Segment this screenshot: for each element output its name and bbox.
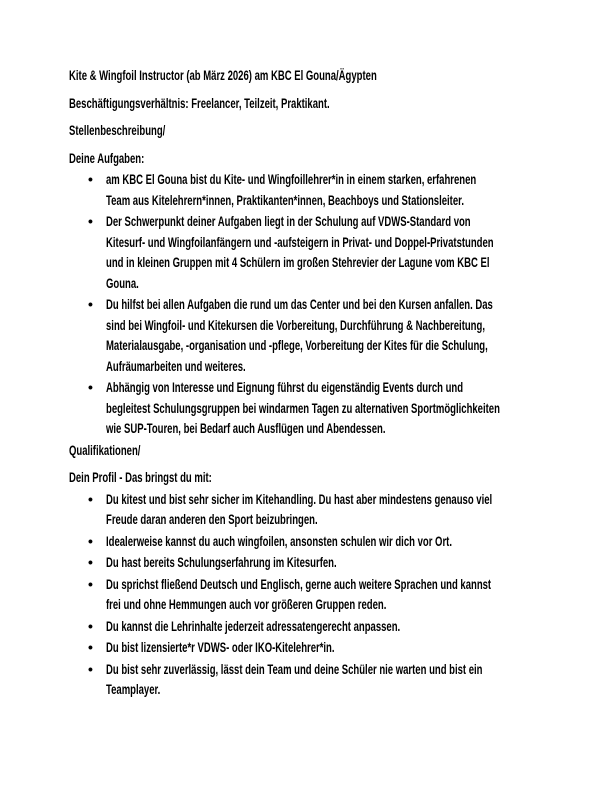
profile-bullet-1-line: Freude daran anderen den Sport beizubringen. [106,511,318,527]
bullet-marker-icon: • [88,490,93,507]
profile-bullet-4-line: frei und ohne Hemmungen auch vor größeren Gruppen reden. [106,596,387,612]
bullet-marker-icon: • [88,379,93,395]
task-bullet-3-line: Du hilfst bei allen Aufgaben die rund um das Center und bei den Kursen anfallen. Das [106,296,493,312]
profile-heading-line: Dein Profil - Das bringst du mit: [69,469,212,485]
profile-bullet-6 [69,637,589,658]
task-bullet-4 [69,377,589,439]
employment-type [69,93,589,114]
task-bullet-2-line: Der Schwerpunkt deiner Aufgaben liegt in der Schulung auf VDWS-Standard von [106,213,471,229]
profile-bullet-7 [69,659,589,700]
bullet-marker-icon: • [88,213,93,229]
bullet-marker-icon: • [88,617,93,634]
tasks-heading-line: Deine Aufgaben: [69,149,145,166]
task-bullet-3-line: Aufräumarbeiten und weiteres. [106,357,246,374]
profile-bullet-7-line: Teamplayer. [106,681,161,697]
profile-bullet-3 [69,552,589,573]
profile-heading [69,467,589,488]
task-bullet-2-line: Kitesurf- und Wingfoilanfängern und -aufsteigern in Privat- und Doppel-Privatstunden [106,233,494,250]
profile-bullet-5 [69,616,589,637]
profile-bullet-1-line: Du kitest und bist sehr sicher im Kitehandling. Du hast aber mindestens genauso viel [106,490,493,507]
task-bullet-3-line: Materialausgabe, -organisation und -pflege, Vorbereitung der Kites für die Schulung, [106,337,488,353]
task-bullet-2 [69,211,589,293]
job-posting [69,65,589,701]
bullet-marker-icon: • [88,575,93,592]
task-bullet-4-line: wie SUP-Touren, bei Bedarf auch Ausflügen und Abendessen. [106,420,386,436]
bullet-marker-icon: • [88,171,93,187]
task-bullet-1-line: am KBC El Gouna bist du Kite- und Wingfoillehrer*in in einem starken, erfahrenen [106,171,477,187]
job-title-line: Kite & Wingfoil Instructor (ab März 2026) am KBC El Gouna/Ägypten [69,67,377,83]
profile-bullet-3-line: Du hast bereits Schulungserfahrung im Kitesurfen. [106,554,337,570]
bullet-marker-icon: • [88,639,93,655]
task-bullet-2-line: und in kleinen Gruppen mit 4 Schülern im großen Stehrevier der Lagune vom KBC El [106,254,490,270]
section-heading-stellenbeschreibung-line: Stellenbeschreibung/ [69,122,166,138]
task-bullet-3 [69,294,589,376]
profile-bullet-5-line: Du kannst die Lehrinhalte jederzeit adressatengerecht anpassen. [106,617,401,634]
job-title [69,65,589,86]
profile-bullet-1 [69,489,589,530]
profile-bullet-6-line: Du bist lizensierte*r VDWS- oder IKO-Kitelehrer*in. [106,639,335,655]
task-bullet-1 [69,169,589,210]
task-bullet-2-line: Gouna. [106,274,139,291]
profile-bullet-4-line: Du sprichst fließend Deutsch und Englisch, gerne auch weitere Sprachen und kannst [106,575,492,592]
profile-bullet-4 [69,574,589,615]
employment-type-line: Beschäftigungsverhältnis: Freelancer, Teilzeit, Praktikant. [69,94,330,111]
profile-bullet-7-line: Du bist sehr zuverlässig, lässt dein Team und deine Schüler nie warten und bist ein [106,660,483,677]
task-bullet-4-line: Abhängig von Interesse und Eignung führst du eigenständig Events durch und [106,379,464,395]
task-bullet-1-line: Team aus Kitelehrern*innen, Praktikanten*innen, Beachboys und Stationsleiter. [106,191,464,208]
bullet-marker-icon: • [88,296,93,312]
bullet-marker-icon: • [88,660,93,677]
profile-bullet-2-line: Idealerweise kannst du auch wingfoilen, ansonsten schulen wir dich vor Ort. [106,532,452,549]
section-heading-stellenbeschreibung [69,120,589,141]
profile-bullet-2 [69,531,589,552]
section-heading-qualifikationen [69,440,589,461]
task-bullet-3-line: sind bei Wingfoil- und Kitekursen die Vorbereitung, Durchführung & Nachbereitung, [106,316,485,333]
section-heading-qualifikationen-line: Qualifikationen/ [69,441,141,458]
tasks-heading [69,148,589,169]
task-bullet-4-line: begleitest Schulungsgruppen bei windarmen Tagen zu alternativen Sportmöglichkeiten [106,399,500,416]
bullet-marker-icon: • [88,554,93,570]
bullet-marker-icon: • [88,532,93,549]
